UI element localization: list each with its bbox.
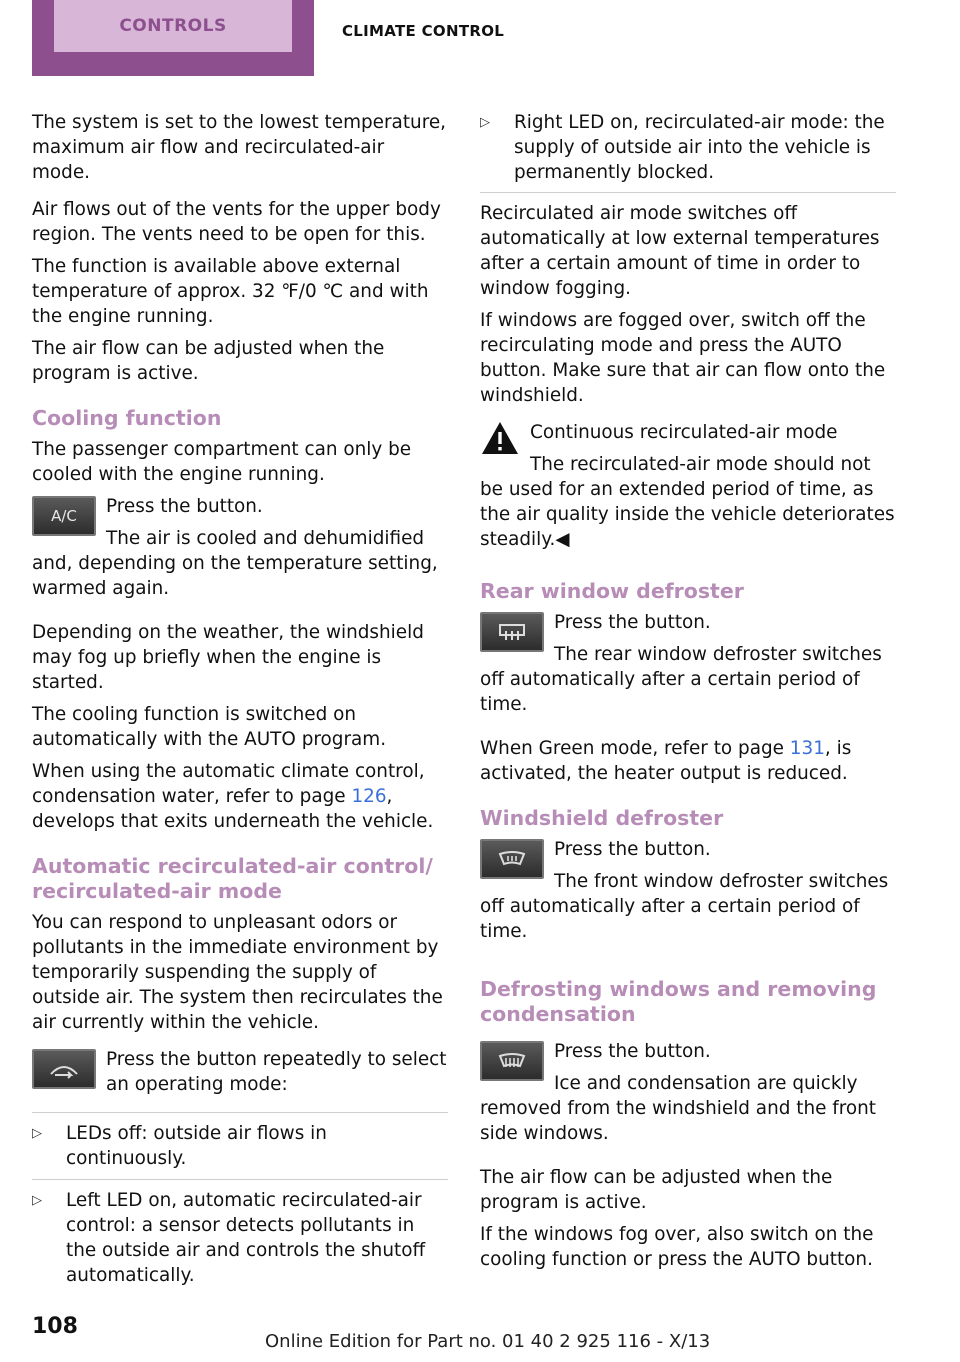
text: When using the automatic climate control, condensation water, refer to page: [32, 761, 425, 807]
rear-defroster-block: [480, 610, 896, 724]
paragraph: The front window defroster switches off automatically after a certain period of time.: [480, 871, 889, 942]
list-text: Left LED on, automatic recirculated-air control: a sensor detects pollutants in the outside air and controls the shutoff automatically.: [66, 1190, 426, 1286]
instruction: Press the button.: [554, 1041, 711, 1062]
right-column: [480, 110, 896, 1279]
edition-footer: Online Edition for Part no. 01 40 2 925 116 - X/13: [265, 1331, 711, 1352]
list-item: [480, 110, 896, 185]
rear-defrost-icon: [480, 612, 544, 652]
text: When Green mode, refer to page: [480, 738, 790, 759]
paragraph: You can respond to unpleasant odors or pollutants in the immediate environment by temporarily suspending the supply of outside air. The system then recirculates the air currently within the vehicle.: [32, 912, 443, 1033]
bullet-triangle-icon: ▷: [32, 1193, 42, 1208]
divider: [32, 1179, 448, 1180]
paragraph: [32, 759, 448, 834]
warning-text: The recirculated-air mode should not be used for an extended period of time, as the air quality inside the vehicle deteriorates steadily.◀: [480, 454, 895, 550]
defrost-max-block: [480, 1039, 896, 1153]
paragraph: The rear window defroster switches off automatically after a certain period of time.: [480, 644, 882, 715]
windshield-defroster-block: [480, 837, 896, 951]
page-link[interactable]: 131: [789, 738, 825, 759]
paragraph: If the windows fog over, also switch on the cooling function or press the AUTO button.: [480, 1224, 874, 1270]
cooling-heading: Cooling function: [32, 406, 222, 430]
recirculation-icon: [32, 1049, 96, 1089]
text: , is activated, the heater output is reduced.: [480, 738, 852, 784]
ac-button-label: A/C: [51, 507, 77, 525]
warning-block: [480, 420, 896, 559]
paragraph: Depending on the weather, the windshield may fog up briefly when the engine is started.: [32, 622, 424, 693]
rear-defroster-heading: Rear window defroster: [480, 579, 744, 603]
paragraph: Recirculated air mode switches off automatically at low external temperatures after a certain amount of time in order to window fogging.: [480, 203, 880, 299]
instruction: Press the button.: [106, 496, 263, 517]
chapter-tab: [32, 0, 314, 76]
left-column: [32, 110, 448, 1295]
paragraph: The air is cooled and dehumidified and, depending on the temperature setting, warmed again.: [32, 528, 438, 599]
paragraph: The air flow can be adjusted when the program is active.: [32, 338, 385, 384]
list-item: [32, 1121, 448, 1171]
divider: [32, 1112, 448, 1113]
chapter-tab-label: CONTROLS: [54, 0, 292, 52]
paragraph: The cooling function is switched on automatically with the AUTO program.: [32, 704, 387, 750]
list-item: [32, 1188, 448, 1288]
paragraph: [480, 736, 896, 786]
instruction: Press the button.: [554, 612, 711, 633]
paragraph: The passenger compartment can only be cooled with the engine running.: [32, 439, 412, 485]
windshield-defrost-icon: [480, 839, 544, 879]
max-defrost-icon: [480, 1041, 544, 1081]
ac-button-image: [32, 496, 96, 536]
bullet-triangle-icon: ▷: [480, 115, 490, 130]
paragraph: Ice and condensation are quickly removed from the windshield and the front side windows.: [480, 1073, 877, 1144]
instruction: Press the button repeatedly to select an operating mode:: [106, 1049, 447, 1095]
paragraph: The air flow can be adjusted when the program is active.: [480, 1167, 833, 1213]
list-text: Right LED on, recirculated-air mode: the supply of outside air into the vehicle is permanently blocked.: [514, 112, 885, 183]
paragraph: The function is available above external temperature of approx. 32 ℉/0 ℃ and with the engine running.: [32, 256, 429, 327]
list-text: LEDs off: outside air flows in continuously.: [66, 1123, 327, 1169]
warning-title: Continuous recirculated-air mode: [530, 422, 838, 443]
paragraph: Air flows out of the vents for the upper body region. The vents need to be open for this.: [32, 199, 441, 245]
page-number: 108: [32, 1314, 78, 1339]
paragraph: If windows are fogged over, switch off the recirculating mode and press the AUTO button. Make sure that air can flow onto the windshield.: [480, 310, 886, 406]
recirc-button-block: [32, 1047, 448, 1104]
ac-button-block: [32, 494, 448, 608]
paragraph: The system is set to the lowest temperature, maximum air flow and recirculated-air mode.: [32, 112, 447, 183]
text: , develops that exits underneath the vehicle.: [32, 786, 434, 832]
divider: [480, 192, 896, 193]
windshield-defroster-heading: Windshield defroster: [480, 806, 724, 830]
warning-triangle-icon: [480, 420, 520, 456]
page-link[interactable]: 126: [351, 786, 387, 807]
recirc-heading: Automatic recirculated-air control/ recirculated-air mode: [32, 854, 433, 903]
bullet-triangle-icon: ▷: [32, 1126, 42, 1141]
defrosting-heading: Defrosting windows and removing condensation: [480, 977, 877, 1026]
instruction: Press the button.: [554, 839, 711, 860]
section-title: CLIMATE CONTROL: [342, 22, 505, 40]
